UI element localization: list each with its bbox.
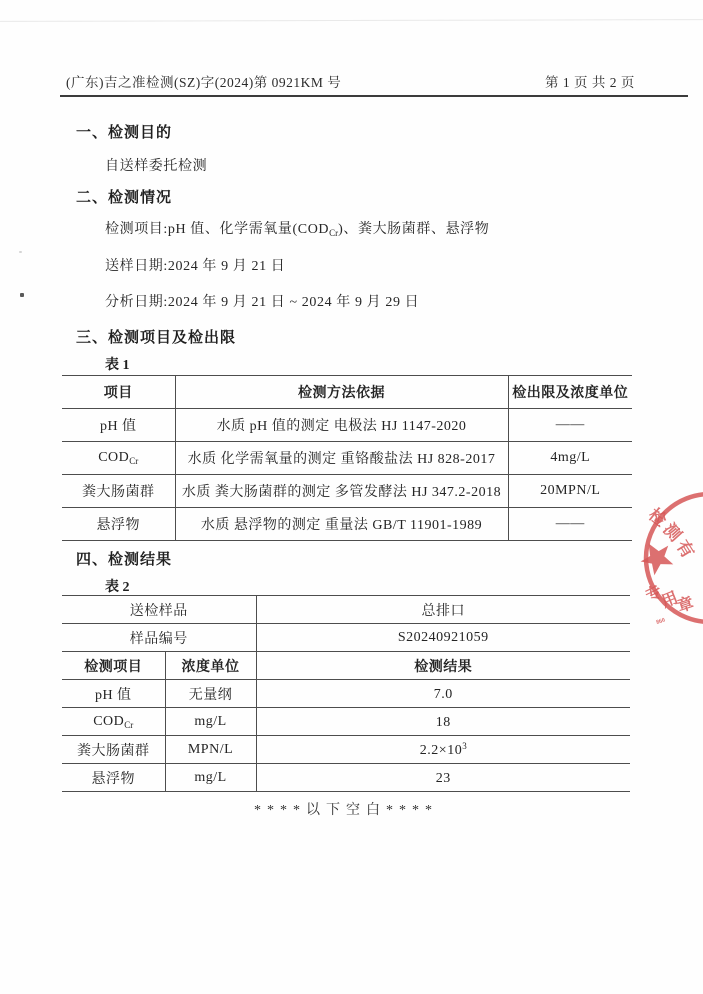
info-label: 送检样品 — [62, 596, 256, 624]
detection-limit-table — [62, 375, 632, 541]
cell-limit: 4mg/L — [508, 442, 632, 475]
cell-item — [62, 442, 175, 475]
cell-result — [256, 708, 630, 736]
cell-result — [256, 736, 630, 764]
cell-item — [62, 764, 165, 792]
section-1-body: 自送样委托检测 — [105, 159, 208, 174]
cell-item — [62, 409, 175, 442]
table-row — [62, 508, 632, 541]
results-table — [62, 595, 630, 792]
cod-subscript: Cr — [329, 228, 339, 238]
item-text: 悬浮物 — [96, 518, 140, 533]
cell-limit: —— — [508, 409, 632, 442]
cell-item — [62, 736, 165, 764]
table-2-label: 表 2 — [105, 580, 130, 595]
cell-item — [62, 508, 175, 541]
page-number: 第 1 页 共 2 页 — [545, 75, 635, 90]
table-row — [62, 764, 630, 792]
item-text: pH 值 — [94, 687, 132, 703]
table-row — [62, 736, 630, 764]
item-text: COD — [98, 450, 130, 465]
test-items-suffix: )、粪大肠菌群、悬浮物 — [338, 222, 490, 237]
col-header-result: 检测结果 — [256, 652, 630, 680]
result-text: 2.2×10 — [419, 742, 463, 758]
sampling-date-line: 送样日期:2024 年 9 月 21 日 — [105, 259, 286, 274]
table-1-label: 表 1 — [105, 358, 130, 373]
item-subscript: Cr — [124, 719, 134, 730]
cell-unit: MPN/L — [165, 736, 256, 764]
table-row — [62, 442, 632, 475]
col-header-unit: 浓度单位 — [165, 652, 256, 680]
scan-artifact-line — [0, 19, 703, 22]
table-row — [62, 680, 630, 708]
item-text: 粪大肠菌群 — [77, 743, 150, 759]
seal-char: 章 — [675, 594, 697, 616]
cell-method: 水质 悬浮物的测定 重量法 GB/T 11901-1989 — [175, 508, 508, 541]
seal-char: 专 — [643, 583, 666, 606]
cell-method: 水质 粪大肠菌群的测定 多管发酵法 HJ 347.2-2018 — [175, 475, 508, 508]
col-header-limit: 检出限及浓度单位 — [508, 376, 632, 409]
cell-limit: 20MPN/L — [508, 475, 632, 508]
item-text: COD — [93, 713, 125, 729]
item-text: 悬浮物 — [91, 771, 135, 787]
section-3-title: 三、检测项目及检出限 — [76, 330, 237, 346]
seal-char: 检 — [644, 504, 671, 531]
cell-limit: —— — [508, 508, 632, 541]
result-text: 23 — [435, 770, 451, 786]
header-rule — [60, 95, 688, 97]
cell-result — [256, 680, 630, 708]
table-row — [62, 409, 632, 442]
result-superscript: 3 — [462, 740, 467, 751]
col-header-item: 项目 — [62, 376, 175, 409]
result-text: 18 — [435, 714, 451, 730]
col-header-method: 检测方法依据 — [175, 376, 508, 409]
seal-char: 测 — [659, 519, 685, 546]
cell-unit: mg/L — [165, 764, 256, 792]
cell-method: 水质 化学需氧量的测定 重铬酸盐法 HJ 828-2017 — [175, 442, 508, 475]
info-label: 样品编号 — [62, 624, 256, 652]
table-header-row — [62, 376, 632, 409]
blank-below-note: ****以下空白**** — [254, 803, 438, 818]
section-2-title: 二、检测情况 — [76, 190, 173, 206]
section-1-title: 一、检测目的 — [76, 125, 173, 141]
table-row — [62, 475, 632, 508]
info-row — [62, 624, 630, 652]
red-seal-stamp — [608, 468, 703, 648]
seal-char: 有 — [672, 536, 698, 562]
cell-unit: 无量纲 — [165, 680, 256, 708]
table-header-row — [62, 652, 630, 680]
scan-speck — [20, 293, 24, 297]
item-text: pH 值 — [99, 419, 137, 434]
item-text: 粪大肠菌群 — [82, 485, 155, 500]
scan-speck — [19, 251, 22, 253]
cell-method: 水质 pH 值的测定 电极法 HJ 1147-2020 — [175, 409, 508, 442]
document-number: (广东)吉之准检测(SZ)字(2024)第 0921KM 号 — [66, 75, 342, 90]
item-subscript: Cr — [129, 456, 139, 466]
col-header-item: 检测项目 — [62, 652, 165, 680]
cell-item — [62, 475, 175, 508]
seal-code: 860 — [655, 617, 666, 627]
table-row — [62, 708, 630, 736]
analysis-date-line: 分析日期:2024 年 9 月 21 日 ~ 2024 年 9 月 29 日 — [105, 295, 420, 310]
result-text: 7.0 — [433, 686, 453, 702]
cell-item — [62, 708, 165, 736]
test-items-line — [105, 218, 489, 238]
cell-unit: mg/L — [165, 708, 256, 736]
info-row — [62, 596, 630, 624]
test-items-prefix: 检测项目:pH 值、化学需氧量(COD — [105, 222, 330, 237]
cell-item — [62, 680, 165, 708]
info-value: S20240921059 — [256, 624, 630, 652]
section-4-title: 四、检测结果 — [76, 552, 173, 568]
cell-result — [256, 764, 630, 792]
info-value: 总排口 — [256, 596, 630, 624]
seal-char: 用 — [659, 589, 681, 612]
